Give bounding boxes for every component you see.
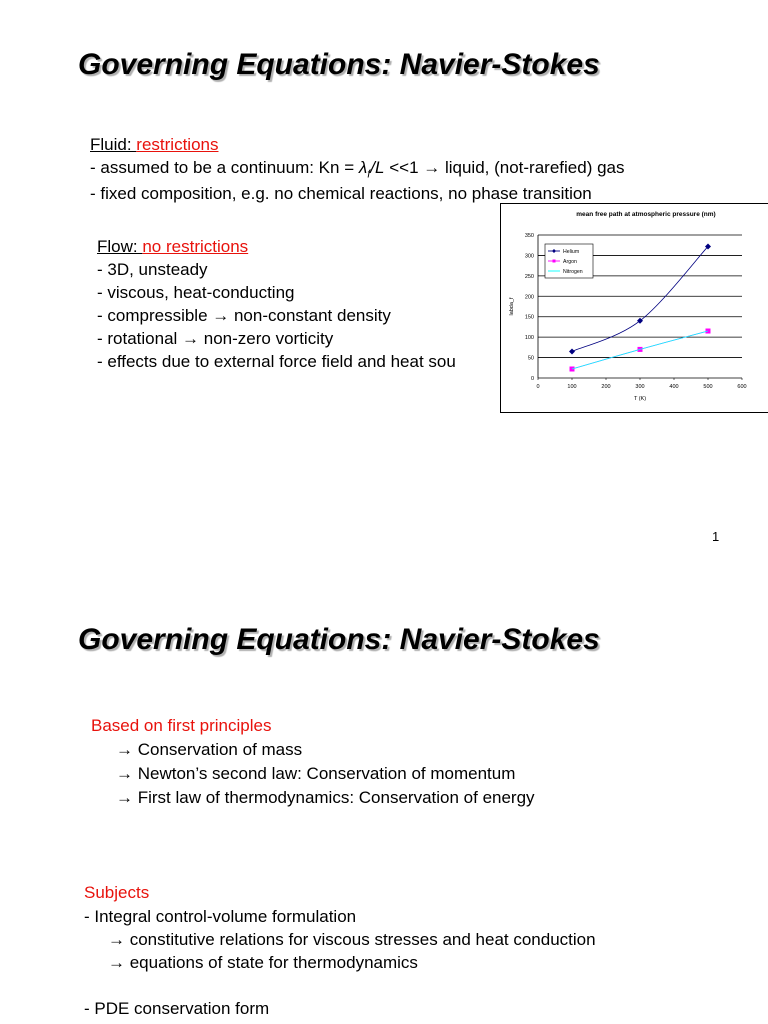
y-axis-label: labda_f <box>509 297 515 316</box>
legend-label: Argon <box>563 259 577 265</box>
x-tick-label: 600 <box>737 384 747 390</box>
fluid-item-continuum <box>90 158 625 184</box>
flow-item: - effects due to external force field and heat sou <box>97 352 456 371</box>
y-tick-label: 50 <box>527 355 534 362</box>
kn-lambda: λ <box>358 158 368 177</box>
data-point-helium <box>569 348 575 354</box>
y-tick-label: 350 <box>524 233 534 239</box>
kn-rest: /L <box>370 158 385 177</box>
y-tick-label: 200 <box>524 294 534 301</box>
subjects-heading: Subjects <box>84 883 150 902</box>
chart-svg <box>501 204 768 412</box>
subject-item: - Integral control-volume formulation <box>84 907 357 926</box>
x-axis-label: T (K) <box>633 396 647 402</box>
fluid-restrictions: restrictions <box>136 135 219 154</box>
principles-heading: Based on first principles <box>91 716 272 735</box>
fluid-heading <box>90 135 218 155</box>
flow-item: - rotational → non-zero vorticity <box>97 329 334 348</box>
mean-free-path-chart <box>500 203 768 413</box>
x-tick-label: 500 <box>703 384 713 390</box>
slide2-title: Governing Equations: Navier-Stokes <box>78 623 600 656</box>
slide1-title: Governing Equations: Navier-Stokes <box>78 48 600 81</box>
principle-item: → Newton’s second law: Conservation of momentum <box>116 764 516 783</box>
fluid-item-text: - assumed to be a continuum: Kn = <box>90 158 359 177</box>
principle-item: → Conservation of mass <box>116 740 303 759</box>
legend-marker <box>553 260 556 263</box>
x-tick-label: 200 <box>601 384 611 390</box>
subject-item: - PDE conservation form <box>84 999 270 1018</box>
y-tick-label: 150 <box>524 314 534 321</box>
y-tick-label: 0 <box>530 376 534 382</box>
legend-label: Helium <box>563 249 580 255</box>
fluid-label: Fluid: <box>90 135 137 154</box>
flow-item: - compressible → non-constant density <box>97 306 391 325</box>
kn-tail: <<1 → liquid, (not-rarefied) gas <box>384 158 625 177</box>
x-tick-label: 100 <box>567 384 577 390</box>
x-tick-label: 400 <box>669 384 679 390</box>
principle-item: → First law of thermodynamics: Conservation of energy <box>116 788 535 807</box>
y-tick-label: 300 <box>524 253 534 260</box>
subject-item: → equations of state for thermodynamics <box>108 953 418 972</box>
y-tick-label: 100 <box>524 335 534 342</box>
fluid-item-composition: - fixed composition, e.g. no chemical reactions, no phase transition <box>90 184 592 203</box>
legend-label: Nitrogen <box>563 269 583 275</box>
page-number: 1 <box>712 529 720 544</box>
kn-sub: f <box>367 168 371 181</box>
chart-title: mean free path at atmospheric pressure (nm) <box>576 211 716 218</box>
subject-item: → constitutive relations for viscous stresses and heat conduction <box>108 930 596 949</box>
flow-restrictions: no restrictions <box>142 237 249 256</box>
flow-label: Flow: <box>97 237 143 256</box>
y-tick-label: 250 <box>524 273 534 280</box>
x-tick-label: 300 <box>635 384 645 390</box>
flow-item: - viscous, heat-conducting <box>97 283 295 302</box>
x-tick-label: 0 <box>536 384 540 390</box>
flow-heading <box>97 237 248 257</box>
flow-item: - 3D, unsteady <box>97 260 208 279</box>
